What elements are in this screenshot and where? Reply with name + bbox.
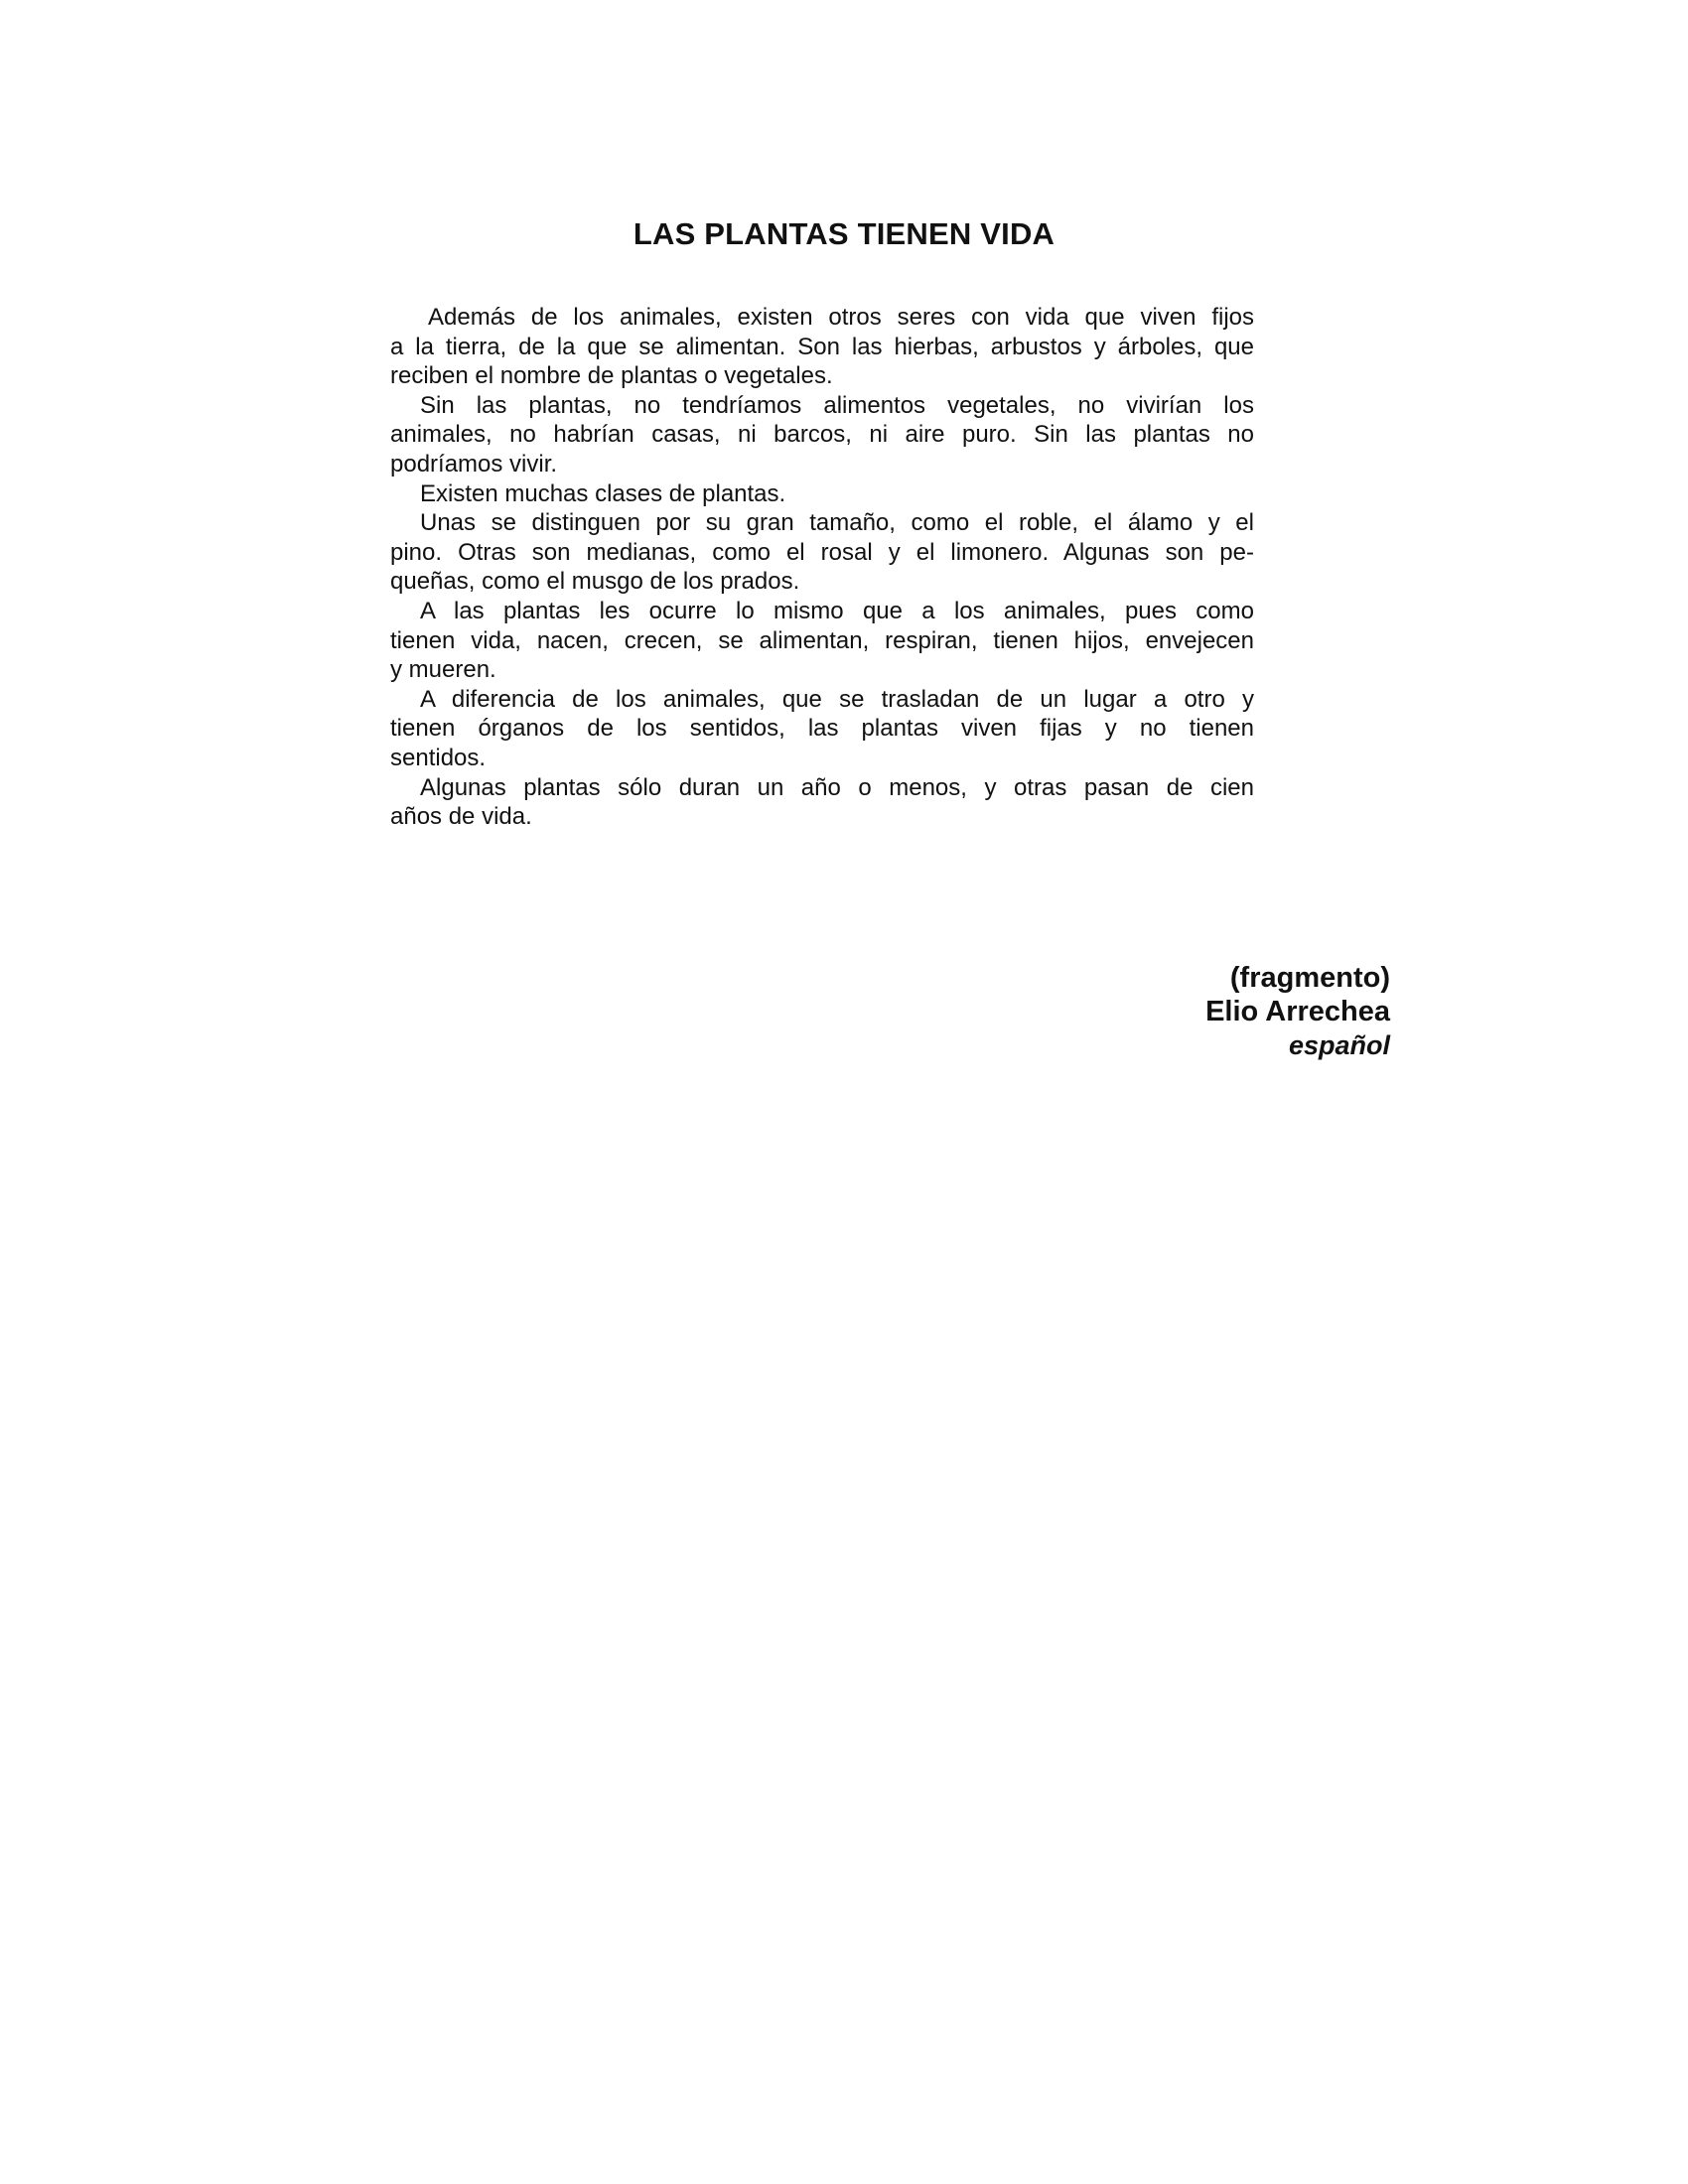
author-language: español xyxy=(1288,1030,1390,1060)
text-line: Unas se distinguen por su gran tamaño, como el roble, el álamo y el xyxy=(420,509,1254,537)
text-line: A diferencia de los animales, que se trasladan de un lugar a otro y xyxy=(420,685,1254,713)
text-line: A las plantas les ocurre lo mismo que a los animales, pues como xyxy=(420,597,1254,624)
text-line: y mueren. xyxy=(390,656,496,684)
text-line: Existen muchas clases de plantas. xyxy=(420,479,786,507)
author-name: Elio Arrechea xyxy=(1205,996,1390,1027)
text-line: queñas, como el musgo de los prados. xyxy=(390,568,800,596)
text-line: Algunas plantas sólo duran un año o menos, y otras pasan de cien xyxy=(420,773,1254,801)
body-text xyxy=(390,303,1254,832)
text-line: tienen vida, nacen, crecen, se alimentan, respiran, tienen hijos, envejecen xyxy=(390,626,1254,654)
text-line: años de vida. xyxy=(390,803,532,831)
attribution xyxy=(1205,961,1390,1062)
text-line: podríamos vivir. xyxy=(390,450,558,478)
document-title: LAS PLANTAS TIENEN VIDA xyxy=(633,216,1055,251)
text-line: a la tierra, de la que se alimentan. Son las hierbas, arbustos y árboles, que xyxy=(390,333,1254,360)
text-line: animales, no habrían casas, ni barcos, ni aire puro. Sin las plantas no xyxy=(390,421,1254,449)
text-line: pino. Otras son medianas, como el rosal y el limonero. Algunas son pe- xyxy=(390,538,1254,566)
text-line: tienen órganos de los sentidos, las plantas viven fijas y no tienen xyxy=(390,715,1254,743)
text-line: Sin las plantas, no tendríamos alimentos vegetales, no vivirían los xyxy=(420,391,1254,419)
text-line: sentidos. xyxy=(390,744,487,771)
text-line: reciben el nombre de plantas o vegetales. xyxy=(390,362,833,390)
fragment-note: (fragmento) xyxy=(1229,962,1390,994)
text-line: Además de los animales, existen otros seres con vida que viven fijos xyxy=(428,304,1254,331)
